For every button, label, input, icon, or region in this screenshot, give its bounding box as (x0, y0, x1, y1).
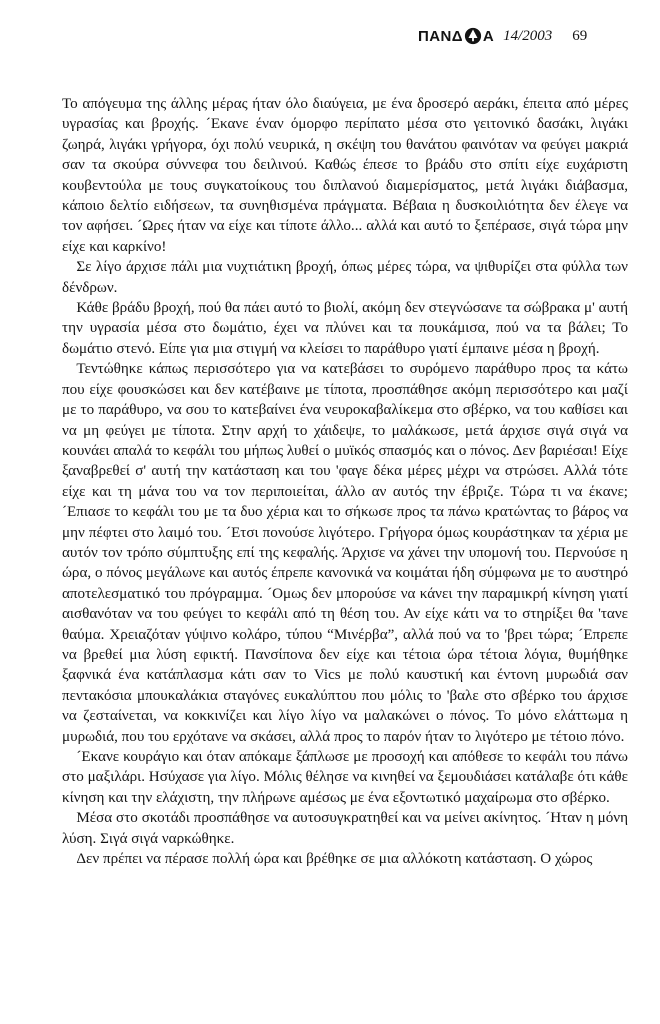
paragraph: Κάθε βράδυ βροχή, πού θα πάει αυτό το βιολί, ακόμη δεν στεγνώσανε τα σώβρακα μ' αυτή την υγρασία μέσα στο δωμάτιο, έχει να πλύνει και τα πουκάμισα, πού να τα βάλει; Το δωμάτιο στενό. Είπε για μια στιγμή να κλείσει το παράθυρο γιατί έμπαινε μέσα η βροχή. (62, 300, 628, 357)
journal-title-start: ΠΑΝΔ (418, 27, 463, 45)
paragraph: Δεν πρέπει να πέρασε πολλή ώρα και βρέθηκε σε μια αλλόκοτη κατάσταση. Ο χώρος (76, 851, 593, 868)
journal-title (418, 27, 494, 45)
article-body (62, 94, 628, 869)
issue-number: 14/2003 (503, 27, 553, 44)
paragraph: Το απόγευμα της άλλης μέρας ήταν όλο διαύγεια, με ένα δροσερό αεράκι, έπειτα από μέρες υγρασίας και βροχής. ´Εκανε έναν όμορφο περίπατο μέσα στο γειτονικό δασάκι, λιγάκι ζωηρά, λιγάκι γρήγορα, όχι πολύ νευρικά, η σκέψη του θανάτου φαινόταν να φεύγει μακριά σαν τα σκούρα σύννεφα του δειλινού. Καθώς έπεσε το βράδυ στο σπίτι είχε ευχάριστη κουβεντούλα με τους συγκατοίκους του διπλανού διαμερίσματος, μετά λιγάκι διάβασμα, κάποιο δελτίο ειδήσεων, τα συνηθισμένα πράγματα. Βέβαια η δυσκοιλιότητα δεν έλεγε να τον αφήσει. ´Ωρες ήταν να είχε και τίποτε άλλο... αλλά και αυτό το ξεπέρασε, σιγά τώρα μην είχε και καρκίνο! (62, 96, 628, 255)
paragraph: Μέσα στο σκοτάδι προσπάθησε να αυτοσυγκρατηθεί και να μείνει ακίνητος. ´Ηταν η μόνη λύση. Σιγά σιγά ναρκώθηκε. (62, 810, 628, 847)
page-number: 69 (572, 27, 588, 44)
paragraph: Σε λίγο άρχισε πάλι μια νυχτιάτικη βροχή, όπως μέρες τώρα, να ψιθυρίζει στα φύλλα των δένδρων. (62, 259, 628, 296)
journal-title-end: Α (482, 27, 495, 45)
tree-o-logo-icon (464, 27, 482, 45)
running-header (418, 24, 628, 48)
paragraph: ´Εκανε κουράγιο και όταν απόκαμε ξάπλωσε με προσοχή και απόθεσε το κεφάλι του πάνω στο μαξιλάρι. Ησύχασε για λίγο. Μόλις θέλησε να κινηθεί να ξεμουδιάσει κατάλαβε ότι κάθε κίνηση και την ελάχιστη, την πλήρωνε αμέσως με ένα εξοντωτικό μαχαίρωμα στο σβέρκο. (62, 749, 628, 806)
paragraph: Τεντώθηκε κάπως περισσότερο για να κατεβάσει το συρόμενο παράθυρο προς τα κάτω που είχε φουσκώσει και δεν κατέβαινε με τίποτα, προσπάθησε ακόμη περισσότερο και μαζί με το παράθυρο, να σου το κατεβαίνει ένα νευροκαβαλίκεμα στο σβέρκο, να του καθίσει και να μη φεύγει με τίποτα. Στην αρχή το χάιδεψε, το μαλάκωσε, μετά άρχισε σιγά σιγά να κουνάει απαλά το κεφάλι του μήπως λυθεί ο μυϊκός σπασμός και ο πόνος. Δεν βαριέσαι! Είχε ξαναβρεθεί σ' αυτή την κατάσταση και του 'φαγε δέκα μέρες μέχρι να στρώσει. Αλλά τότε είχε και τη μάνα του να τον περιποιείται, άλλο αν αυτός την έβριζε. Τώρα τι να έκανε; ´Επιασε το κεφάλι του με τα δυο χέρια και το σήκωσε προς τα πάνω κρατώντας το βάρος να μην πέφτει στο λαιμό του. ´Ετσι πονούσε λιγότερο. Γρήγορα όμως κουράστηκαν τα χέρια με αυτόν τον τρόπο σύμπτυξης επί της κεφαλής. Άρχισε να χάνει την υπομονή του. Περνούσε η ώρα, ο πόνος μεγάλωνε και αυτός έπρεπε κανονικά να κοιμάται ήδη σύμφωνα με το αυστηρό αποτελεσματικό του πρόγραμμα. ´Ομως δεν μπορούσε να κάνει την παραμικρή κίνηση γιατί αισθανόταν να του φεύγει το κεφάλι από τη θέση του. Αν είχε κάτι να το στηρίξει θα 'τανε θαύμα. Χρειαζόταν γύψινο κολάρο, τύπου “Μινέρβα”, αλλά πού να το 'βρει τώρα; ´Επρεπε να βρεθεί μια λύση εφικτή. Πανσίπονα δεν είχε και τέτοια ώρα τέτοια λόγια, θυμήθηκε ξαφνικά ένα κατάπλασμα κάτι σαν το Vics με πολύ καυστική και έντονη μυρωδιά σαν πεντακόσια μπουκαλάκια σταγόνες ευκαλύπτου που μόλις το 'βαλε στο σβέρκο του άρχισε να ζεσταίνεται, να κοκκινίζει και λίγο λίγο να μαλακώνει ο πόνος. Το μόνο ελάττωμα η μυρωδιά, που του ερχότανε να σκάσει, αλλά προς το παρόν ήταν το λιγότερο με τέτοιο πόνο. (62, 361, 628, 745)
